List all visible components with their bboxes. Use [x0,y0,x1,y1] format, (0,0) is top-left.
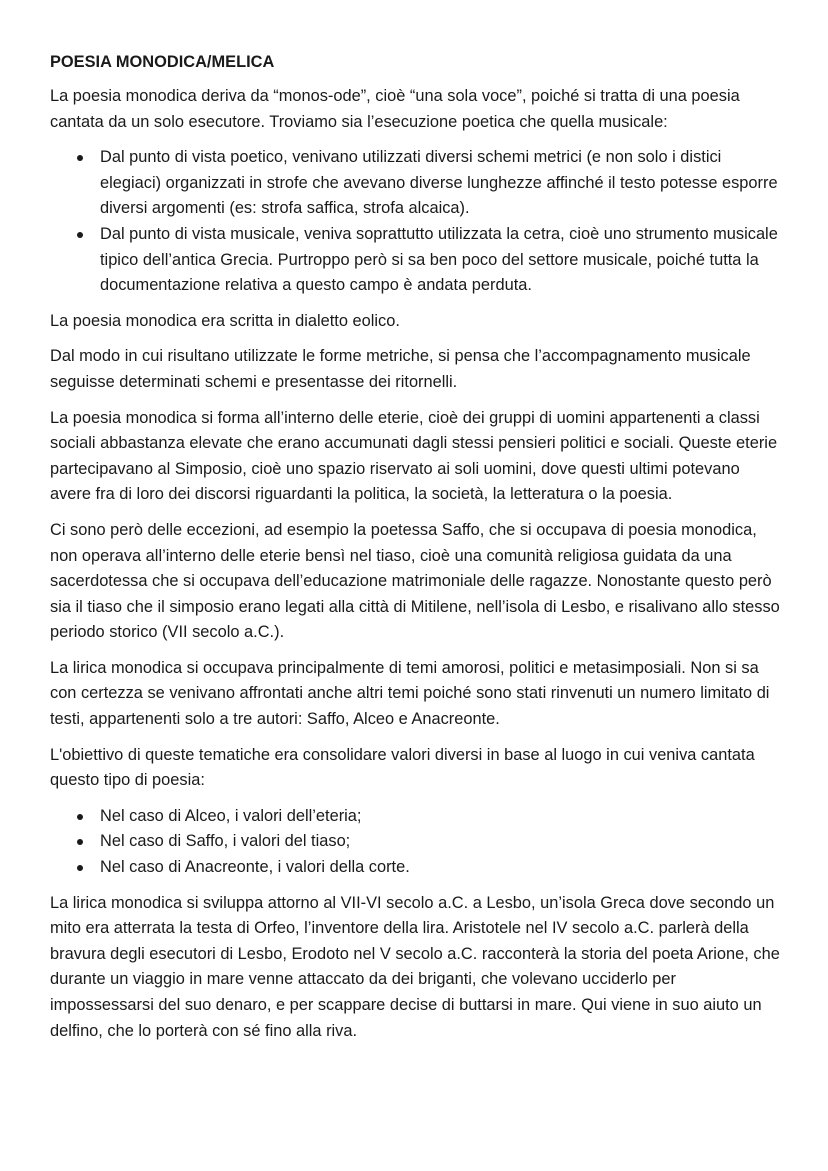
lesbo-paragraph: La lirica monodica si sviluppa attorno al VII-VI secolo a.C. a Lesbo, un’isola Greca dove secondo un mito era atterrata la testa di Orfeo, l’inventore della lira. Aristotele nel IV secolo a.C. parlerà della bravura degli esecutori di Lesbo, Erodoto nel V secolo a.C. racconterà la storia del poeta Arione, che durante un viaggio in mare venne attaccato da dei briganti, che volevano ucciderlo per impossessarsi del suo denaro, e per scappare decise di buttarsi in mare. Qui viene in suo aiuto un delfino, che lo porterà con sé fino alla riva. [50,893,780,1040]
list-item-anacreonte: Nel caso di Anacreonte, i valori della corte. [50,855,780,881]
saffo-paragraph: Ci sono però delle eccezioni, ad esempio la poetessa Saffo, che si occupava di poesia monodica, non operava all’interno delle eterie bensì nel tiaso, cioè una comunità religiosa guidata da una sacerdotessa che si occupava dell’educazione matrimoniale delle ragazze. Nonostante questo però sia il tiaso che il simposio erano legati alla città di Mitilene, nell’isola di Lesbo, e risalivano allo stesso periodo storico (VII secolo a.C.). [50,520,780,642]
page-title: POESIA MONODICA/MELICA [50,53,275,71]
intro-paragraph: La poesia monodica deriva da “monos-ode”, cioè “una sola voce”, poiché si tratta di una poesia cantata da un solo esecutore. Troviamo sia l’esecuzione poetica che quella musicale: [50,87,740,131]
themes-paragraph: La lirica monodica si occupava principalmente di temi amorosi, politici e metasimposiali. Non si sa con certezza se venivano affrontati anche altri temi poiché sono stati rinvenuti un numero limitato di testi, appartenenti solo a tre autori: Saffo, Alceo e Anacreonte. [50,658,770,729]
dialect-paragraph: La poesia monodica era scritta in dialetto eolico. [50,311,400,330]
list-item-saffo: Nel caso di Saffo, i valori del tiaso; [50,829,780,855]
metrics-paragraph: Dal modo in cui risultano utilizzate le forme metriche, si pensa che l’accompagnamento musicale seguisse determinati schemi e presentasse dei ritornelli. [50,347,751,391]
list-item-poetic: Dal punto di vista poetico, venivano utilizzati diversi schemi metrici (e non solo i distici elegiaci) organizzati in strofe che avevano diverse lunghezze affinché il testo potesse esporre diversi argomenti (es: strofa saffica, strofa alcaica). [50,145,780,222]
execution-list [50,145,780,299]
eterie-paragraph: La poesia monodica si forma all’interno delle eterie, cioè dei gruppi di uomini appartenenti a classi sociali abbastanza elevate che erano accumunati dagli stessi pensieri politici e sociali. Queste eterie partecipavano al Simposio, cioè uno spazio riservato ai soli uomini, dove questi ultimi potevano avere fra di loro dei discorsi riguardanti la politica, la società, la letteratura o la poesia. [50,408,778,504]
document-page [50,50,780,1054]
objective-paragraph: L'obiettivo di queste tematiche era consolidare valori diversi in base al luogo in cui veniva cantata questo tipo di poesia: [50,745,755,790]
list-item-musical: Dal punto di vista musicale, veniva soprattutto utilizzata la cetra, cioè uno strumento musicale tipico dell’antica Grecia. Purtroppo però si sa ben poco del settore musicale, poiché tutta la documentazione relativa a questo campo è andata perduta. [50,222,780,299]
values-list [50,804,780,881]
list-item-alceo: Nel caso di Alceo, i valori dell’eteria; [50,804,780,830]
